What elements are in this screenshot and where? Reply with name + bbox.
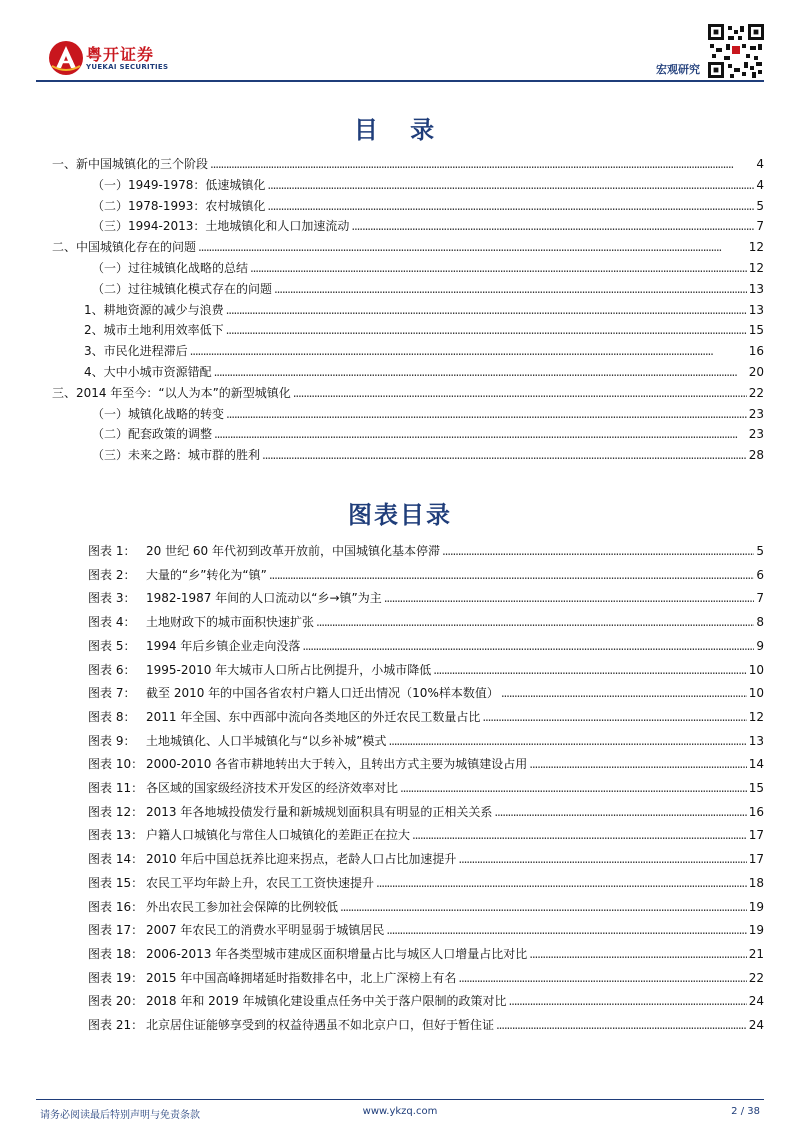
toc-entry-text: 3、市民化进程滞后	[84, 344, 188, 359]
dot-leader	[267, 198, 754, 214]
dot-leader	[293, 385, 747, 401]
company-logo[interactable]	[48, 40, 188, 76]
toc-entry-page: 4	[756, 177, 764, 192]
yuekai-logo-icon	[48, 40, 84, 76]
toc-entry[interactable]	[92, 260, 764, 276]
footer-page-number: 2 / 38	[731, 1106, 760, 1117]
figure-entry-page: 16	[748, 804, 764, 819]
figure-entry-page: 8	[756, 615, 764, 630]
figure-entry-text: 2015 年中国高峰拥堵延时指数排名中，北上广深榜上有名	[146, 970, 457, 985]
dot-leader	[496, 1017, 747, 1033]
toc-entry[interactable]	[92, 177, 764, 193]
figure-entry[interactable]	[88, 756, 764, 772]
dot-leader	[529, 946, 746, 962]
dot-leader	[226, 302, 747, 318]
figure-entry[interactable]	[88, 970, 764, 986]
toc-entry-text: （二）配套政策的调整	[92, 427, 213, 442]
figure-entry-label: 图表 21：	[88, 1018, 144, 1032]
toc-entry-page: 28	[748, 448, 764, 463]
toc-entry-page: 16	[748, 344, 764, 359]
toc-entry-page: 22	[748, 385, 764, 400]
dot-leader	[274, 281, 747, 297]
toc-entry-text: 二、中国城镇化存在的问题	[52, 240, 197, 255]
dot-leader	[250, 260, 747, 276]
dot-leader	[442, 543, 754, 559]
dot-leader	[190, 343, 747, 359]
figure-entry-text: 外出农民工参加社会保障的比例较低	[146, 899, 339, 914]
figure-entry[interactable]	[88, 709, 764, 725]
figure-entry-label: 图表 12：	[88, 804, 144, 819]
toc-entry[interactable]	[92, 218, 764, 234]
toc-entry-text: （一）1949-1978：低速城镇化	[92, 177, 266, 192]
figure-entry-label: 图表 8：	[88, 709, 136, 724]
figure-entry-label: 图表 13：	[88, 828, 144, 843]
figure-entry-text: 户籍人口城镇化与常住人口城镇化的差距正在拉大	[146, 828, 411, 843]
figure-entry-page: 14	[748, 757, 764, 772]
toc-entry-page: 13	[748, 302, 764, 317]
dot-leader	[262, 447, 747, 463]
figure-entry[interactable]	[88, 543, 764, 559]
figure-entry-text: 2013 年各地城投债发行量和新城规划面积具有明显的正相关关系	[146, 804, 493, 819]
dot-leader	[482, 709, 746, 725]
toc-entry[interactable]	[92, 426, 764, 442]
dot-leader	[340, 899, 747, 915]
toc-entry-text: （三）1994-2013：土地城镇化和人口加速流动	[92, 219, 350, 234]
figure-entry-text: 截至 2010 年的中国各省农村户籍人口迁出情况（10%样本数值）	[146, 686, 499, 701]
header-divider	[36, 80, 764, 82]
toc-entry[interactable]	[52, 239, 764, 255]
figure-entry[interactable]	[88, 590, 764, 606]
dot-leader	[494, 804, 746, 820]
figure-entry[interactable]	[88, 780, 764, 796]
figure-entry-label: 图表 1：	[88, 544, 136, 558]
figure-entry-label: 图表 11：	[88, 781, 144, 795]
toc-entry[interactable]	[84, 302, 764, 318]
figure-entry-label: 图表 7：	[88, 686, 136, 701]
figure-entry-text: 北京居住证能够享受到的权益待遇虽不如北京户口，但好于暂住证	[146, 1018, 495, 1032]
toc-entry[interactable]	[92, 447, 764, 463]
figure-entry[interactable]	[88, 993, 764, 1009]
figure-entry-text: 20 世纪 60 年代初到改革开放前，中国城镇化基本停滞	[146, 544, 440, 558]
figure-entry[interactable]	[88, 733, 764, 749]
figure-entry-label: 图表 9：	[88, 733, 136, 748]
figure-entry-text: 2011 年全国、东中西部中流向各类地区的外迁农民工数量占比	[146, 709, 481, 724]
toc-entry[interactable]	[92, 281, 764, 297]
dot-leader	[214, 426, 747, 442]
footer-divider	[36, 1099, 764, 1100]
figure-entry-text: 农民工平均年龄上升，农民工工资快速提升	[146, 875, 375, 890]
toc-entry-page: 13	[748, 281, 764, 296]
toc-entry-text: （二）过往城镇化模式存在的问题	[92, 281, 273, 296]
toc-entry[interactable]	[84, 322, 764, 338]
figure-entry-label: 图表 2：	[88, 567, 136, 582]
figure-entry-label: 图表 6：	[88, 662, 136, 677]
figure-entry-page: 22	[748, 970, 764, 985]
dot-leader	[226, 322, 747, 338]
figure-entry-page: 24	[748, 994, 764, 1009]
dot-leader	[384, 590, 755, 606]
dot-leader	[433, 662, 746, 678]
figure-entry-page: 10	[748, 686, 764, 701]
figure-entry-label: 图表 4：	[88, 615, 136, 630]
toc-entry[interactable]	[84, 343, 764, 359]
figure-entry-text: 土地城镇化、人口半城镇化与“以乡补城”模式	[146, 733, 387, 748]
toc-entry-page: 15	[748, 323, 764, 338]
toc-entry-text: 一、新中国城镇化的三个阶段	[52, 157, 209, 171]
dot-leader	[351, 218, 754, 234]
brand-name-cn: 粤开证券	[86, 45, 155, 64]
figure-entry-label: 图表 16：	[88, 899, 144, 914]
toc-entry-page: 7	[756, 219, 764, 234]
figure-entry-page: 17	[748, 852, 764, 867]
figure-entry-page: 24	[748, 1018, 764, 1032]
brand-name-en: YUEKAI SECURITIES	[86, 63, 169, 71]
dot-leader	[458, 851, 746, 867]
section-label: 宏观研究	[656, 63, 700, 76]
toc-entry[interactable]	[52, 385, 764, 401]
figure-entry-text: 1994 年后乡镇企业走向没落	[146, 638, 301, 653]
figure-entry-text: 土地财政下的城市面积快速扩张	[146, 615, 315, 630]
figure-entry[interactable]	[88, 827, 764, 843]
figure-entry-text: 大量的“乡”转化为“镇”	[146, 567, 267, 582]
figure-entry[interactable]	[88, 638, 764, 654]
figure-entry-text: 2000-2010 各省市耕地转出大于转入，且转出方式主要为城镇建设占用	[146, 757, 528, 772]
toc-entry-text: 1、耕地资源的减少与浪费	[84, 302, 224, 317]
figure-entry[interactable]	[88, 1017, 764, 1033]
dot-leader	[386, 922, 746, 938]
toc-entry-text: 三、2014 年至今：“以人为本”的新型城镇化	[52, 385, 291, 400]
figure-entry[interactable]	[88, 567, 764, 583]
toc-title: 目 录	[353, 116, 447, 144]
toc-entry[interactable]	[52, 156, 764, 172]
figure-entry-page: 15	[748, 781, 764, 795]
figure-entry[interactable]	[88, 946, 764, 962]
toc-entry-text: （三）未来之路：城市群的胜利	[92, 448, 261, 463]
figure-entry-text: 2018 年和 2019 年城镇化建设重点任务中关于落户限制的政策对比	[146, 994, 507, 1009]
toc-entry-page: 23	[748, 406, 764, 421]
page-header	[0, 0, 800, 90]
figure-entry-label: 图表 15：	[88, 875, 144, 890]
dot-leader	[458, 970, 746, 986]
figure-entry-page: 5	[756, 544, 764, 558]
figure-entry-text: 2007 年农民工的消费水平明显弱于城镇居民	[146, 923, 385, 938]
dot-leader	[529, 756, 746, 772]
figure-entry[interactable]	[88, 614, 764, 630]
figure-entry-label: 图表 14：	[88, 852, 144, 867]
toc-entry-page: 12	[748, 261, 764, 275]
dot-leader	[509, 993, 747, 1009]
figure-entry[interactable]	[88, 899, 764, 915]
figure-entry-page: 18	[748, 875, 764, 890]
qr-code-icon	[708, 24, 764, 78]
figure-entry-text: 各区域的国家级经济技术开发区的经济效率对比	[146, 781, 399, 795]
figure-entry-text: 1995-2010 年大城市人口所占比例提升，小城市降低	[146, 662, 432, 677]
figure-entry-page: 19	[748, 923, 764, 938]
figure-entry-page: 9	[756, 638, 764, 653]
figure-entry-text: 2010 年后中国总抚养比迎来拐点，老龄人口占比加速提升	[146, 852, 457, 867]
dot-leader	[267, 177, 754, 193]
toc-entry-page: 4	[756, 157, 764, 171]
dot-leader	[316, 614, 754, 630]
figure-entry-page: 13	[748, 733, 764, 748]
dot-leader	[412, 827, 747, 843]
figure-entry[interactable]	[88, 662, 764, 678]
figure-entry[interactable]	[88, 875, 764, 891]
figure-entry-label: 图表 5：	[88, 638, 136, 653]
dot-leader	[501, 685, 747, 701]
figure-entry-page: 7	[756, 591, 764, 606]
figure-list-title: 图表目录	[348, 501, 452, 529]
figure-entry-text: 1982-1987 年间的人口流动以“乡→镇”为主	[146, 591, 382, 606]
toc-entry[interactable]	[84, 364, 764, 380]
toc-entry-text: 4、大中小城市资源错配	[84, 365, 212, 379]
toc-entry[interactable]	[92, 406, 764, 422]
dot-leader	[210, 156, 754, 172]
dot-leader	[214, 364, 747, 380]
toc-entry-page: 12	[748, 240, 764, 255]
toc-entry-text: 2、城市土地利用效率低下	[84, 323, 224, 338]
dot-leader	[226, 406, 747, 422]
figure-entry-page: 19	[748, 899, 764, 914]
toc-entry[interactable]	[92, 198, 764, 214]
figure-entry[interactable]	[88, 685, 764, 701]
figure-entry-label: 图表 18：	[88, 946, 144, 961]
toc-entry-text: （一）过往城镇化战略的总结	[92, 261, 249, 275]
dot-leader	[302, 638, 754, 654]
dot-leader	[269, 567, 754, 583]
figure-entry[interactable]	[88, 804, 764, 820]
footer-website[interactable]: www.ykzq.com	[362, 1106, 438, 1117]
figure-entry-page: 6	[756, 567, 764, 582]
figure-entry-page: 21	[748, 946, 764, 961]
figure-entry-text: 2006-2013 年各类型城市建成区面积增量占比与城区人口增量占比对比	[146, 946, 528, 961]
dot-leader	[198, 239, 747, 255]
figure-entry-label: 图表 19：	[88, 970, 144, 985]
figure-entry-page: 17	[748, 828, 764, 843]
figure-entry-label: 图表 10：	[88, 757, 144, 772]
figure-entry-label: 图表 17：	[88, 923, 144, 938]
toc-entry-text: （一）城镇化战略的转变	[92, 406, 225, 421]
toc-entry-page: 23	[748, 427, 764, 442]
figure-entry-label: 图表 20：	[88, 994, 144, 1009]
figure-entry-page: 10	[748, 662, 764, 677]
toc-entry-text: （二）1978-1993：农村城镇化	[92, 198, 266, 213]
dot-leader	[400, 780, 747, 796]
figure-entry[interactable]	[88, 851, 764, 867]
toc-entry-page: 20	[748, 365, 764, 379]
toc-entry-page: 5	[756, 198, 764, 213]
dot-leader	[388, 733, 746, 749]
dot-leader	[376, 875, 747, 891]
figure-entry-label: 图表 3：	[88, 591, 136, 606]
footer-disclaimer[interactable]: 请务必阅读最后特别声明与免责条款	[40, 1110, 200, 1121]
figure-entry[interactable]	[88, 922, 764, 938]
figure-entry-page: 12	[748, 709, 764, 724]
